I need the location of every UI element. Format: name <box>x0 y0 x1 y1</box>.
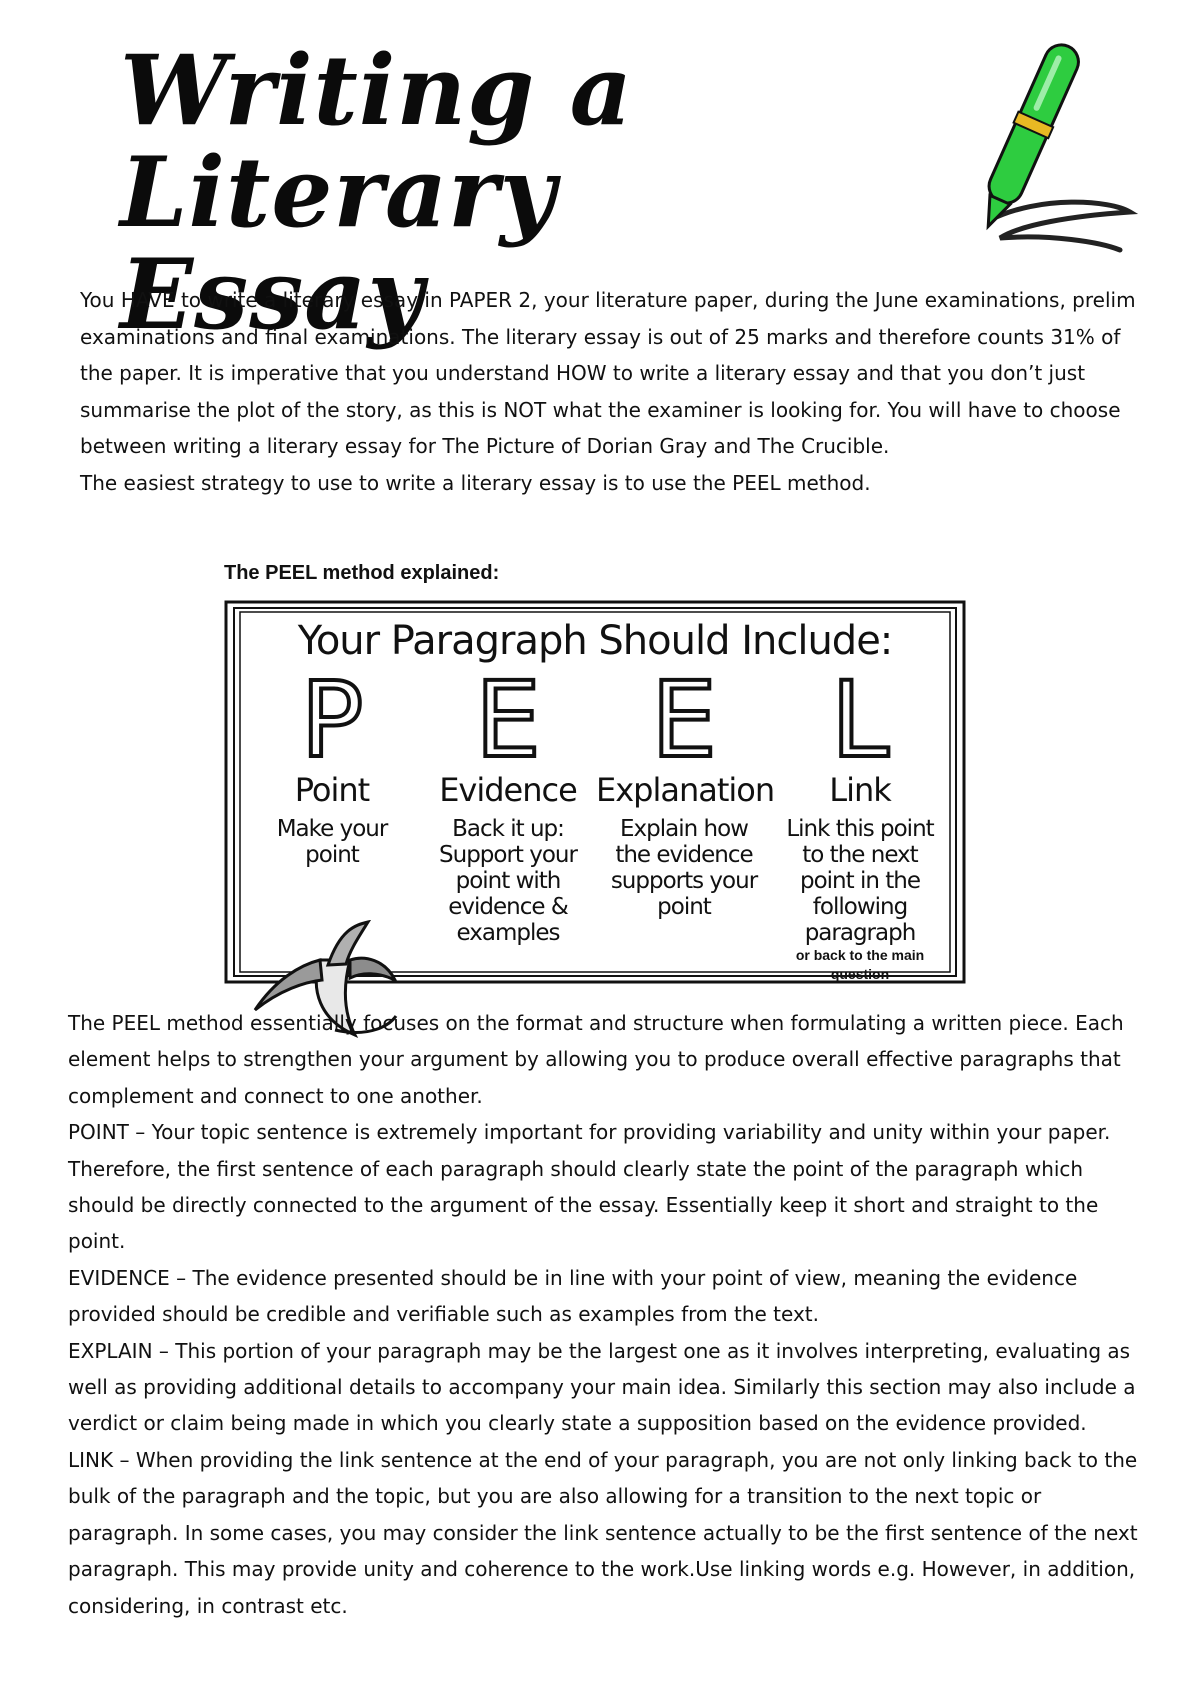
peel-link-column <box>772 659 948 984</box>
intro-paragraph: You HAVE to write a literary essay in PAPER 2, your literature paper, during the June examinations, prelim examinations and final examinations. The literary essay is out of 25 marks and therefore counts 31% of the paper. It is imperative that you understand HOW to write a literary essay and that you don’t just summarise the plot of the story, as this is NOT what the examiner is looking for. You will have to choose between writing a literary essay for The Picture of Dorian Gray and The Crucible. <box>80 288 1136 458</box>
peel-word-point: Point <box>294 771 370 809</box>
body-paragraph-point: POINT – Your topic sentence is extremely important for providing variability and unity within your paper. Therefore, the first sentence of each paragraph should clearly state the point of the paragraph which should be directly connected to the argument of the essay. Essentially keep it short and straight to the point. <box>68 1120 1111 1254</box>
peel-heading: Your Paragraph Should Include: <box>297 618 893 664</box>
peel-point-column <box>244 659 420 868</box>
peel-explanation-column <box>596 659 775 920</box>
intro-strategy: The easiest strategy to use to write a literary essay is to use the PEEL method. <box>80 470 871 495</box>
peel-poster <box>222 598 968 986</box>
body-text <box>68 1005 1148 1624</box>
body-paragraph-explain: EXPLAIN – This portion of your paragraph may be the largest one as it involves interpreting, evaluating as well as providing additional details to accompany your main idea. Similarly this section may also include a verdict or claim being made in which you clearly state a supposition based on the evidence provided. <box>68 1338 1136 1436</box>
peel-desc-evidence: Back it up: Support your point with evidence & examples <box>439 816 577 946</box>
peel-letter-e2: E <box>651 659 717 781</box>
peel-evidence-column <box>420 659 596 946</box>
peel-word-explanation: Explanation <box>596 771 775 809</box>
title-line-2: Literary Essay <box>120 136 557 351</box>
pen-icon <box>930 20 1150 260</box>
peel-letter-l: L <box>831 659 889 781</box>
body-paragraph-evidence: EVIDENCE – The evidence presented should be in line with your point of view, meaning the evidence provided should be credible and verifiable such as examples from the text. <box>68 1265 1078 1327</box>
peel-word-evidence: Evidence <box>439 771 577 809</box>
peel-extra-link: or back to the main question <box>795 947 925 982</box>
peel-columns <box>244 659 948 982</box>
intro-text <box>80 282 1140 501</box>
peel-letter-e1: E <box>475 659 541 781</box>
peel-word-link: Link <box>829 771 891 809</box>
title-line-1: Writing a <box>120 34 633 147</box>
peel-caption: The PEEL method explained: <box>224 562 500 584</box>
peel-desc-explanation: Explain how the evidence supports your point <box>610 816 758 920</box>
body-paragraph-overview: The PEEL method essentially focuses on the format and structure when formulating a written piece. Each element helps to strengthen your argument by allowing you to produce overall effective paragraphs that complement and connect to one another. <box>68 1011 1124 1108</box>
peel-desc-point: Make your point <box>276 816 388 868</box>
body-paragraph-link: LINK – When providing the link sentence at the end of your paragraph, you are not only linking back to the bulk of the paragraph and the topic, but you are also allowing for a transition to the next topic or paragraph. In some cases, you may consider the link sentence actually to be the first sentence of the next paragraph. This may provide unity and coherence to the work.Use linking words e.g. However, in addition, considering, in contrast etc. <box>68 1447 1138 1618</box>
peel-letter-p: P <box>300 659 364 781</box>
peel-desc-link: Link this point to the next point in the following paragraph <box>786 816 934 946</box>
